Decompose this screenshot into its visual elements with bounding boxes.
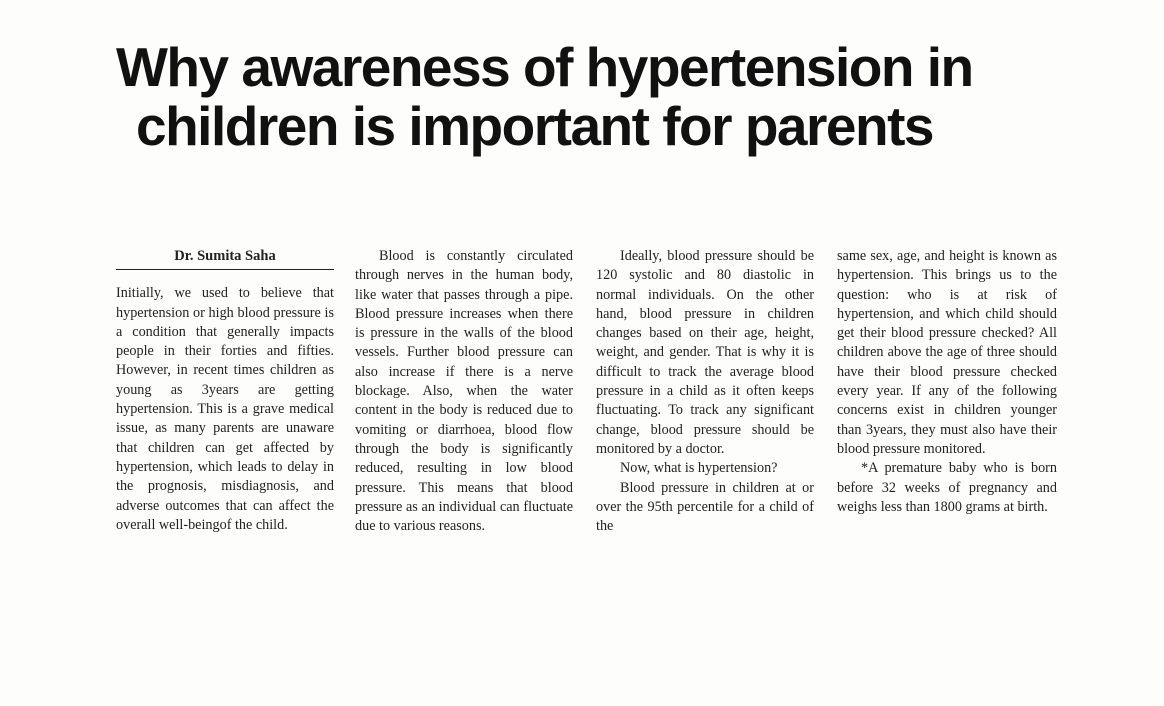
paragraph: Ideally, blood pressure should be 120 systolic and 80 diastolic in normal individuals. On the other hand, blood pressure in children changes based on their age, height, weight, and gender. That is why it is difficult to track the average blood pressure in a child as it often keeps fluctuating. To track any significant change, blood pressure should be monitored by a doctor. [596, 248, 814, 457]
article-column-4 [837, 247, 1057, 517]
article-column-1 [116, 247, 334, 535]
paragraph: Initially, we used to believe that hypertension or high blood pressure is a condition that generally impacts people in their forties and fifties. However, in recent times children as young as 3years are getting hypertension. This is a grave medical issue, as many parents are unaware that children can get affected by hypertension, which leads to delay in the prognosis, misdiagnosis, and adverse outcomes that can affect the overall well-beingof the child. [116, 285, 334, 533]
list-item: *A premature baby who is born before 32 weeks of pregnancy and weighs less than 1800 grams at birth. [837, 460, 1057, 515]
article-column-3 [596, 247, 814, 536]
author-byline: Dr. Sumita Saha [116, 247, 334, 270]
headline [60, 38, 1104, 156]
headline-line-1: Why awareness of hypertension in [116, 36, 973, 98]
paragraph: Blood pressure in children at or over the 95th percentile for a child of the [596, 479, 814, 535]
paragraph: same sex, age, and height is known as hypertension. This brings us to the question: who is at risk of hypertension, and which child should get their blood pressure checked? All children above the age of three should have their blood pressure checked every year. If any of the following concerns exist in children younger than 3years, they must also have their blood pressure monitored. [837, 248, 1057, 457]
article-column-2 [355, 247, 573, 536]
subheading-question: Now, what is hypertension? [620, 460, 778, 477]
article-body [116, 247, 1058, 647]
headline-line-2: children is important for parents [136, 94, 934, 157]
paragraph: Blood is constantly circulated through nerves in the human body, like water that passes through a pipe. Blood pressure increases when there is pressure in the walls of the blood vessels. Further blood pressure can also increase if there is a nerve blockage. Also, when the water content in the body is reduced due to vomiting or diarrhoea, blood flow through the body is significantly reduced, resulting in low blood pressure. This means that blood pressure as an individual can fluctuate due to various reasons. [355, 248, 573, 535]
